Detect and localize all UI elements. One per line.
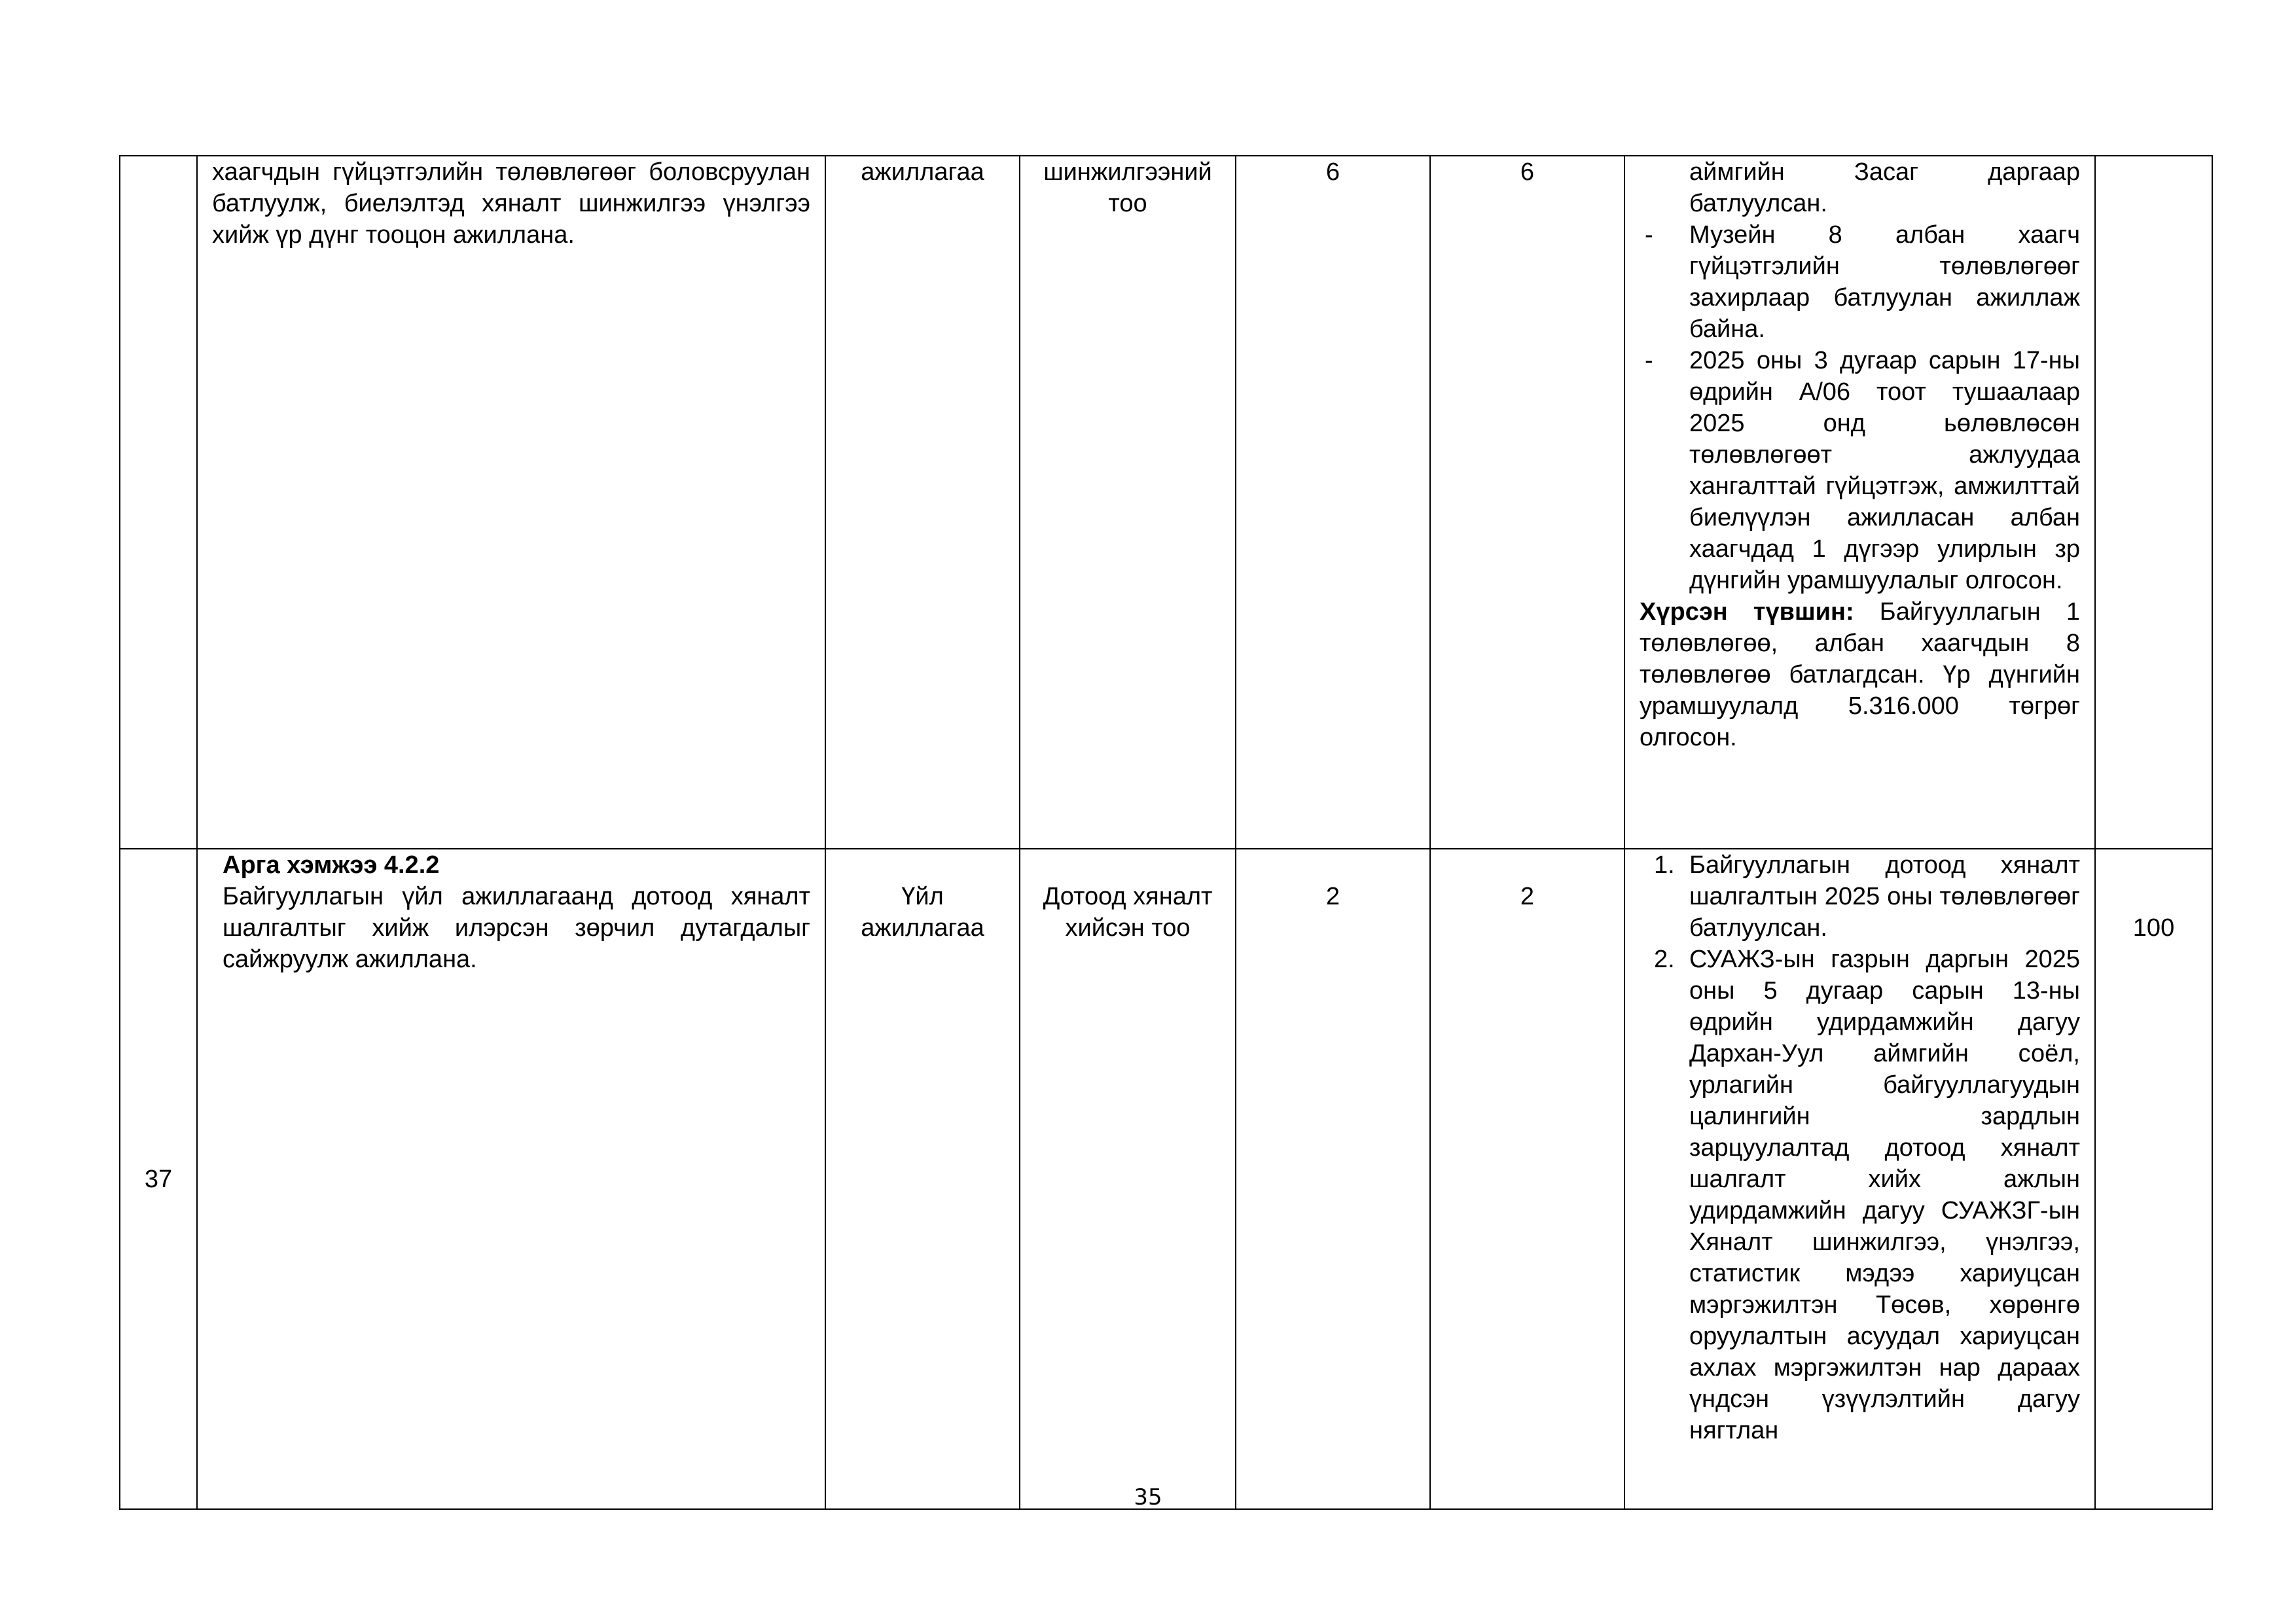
activity-cell: [197, 156, 825, 849]
results-table: [119, 155, 2213, 1510]
page-number: 35: [1134, 1484, 1162, 1510]
achieved-level: [1640, 596, 2080, 753]
list-item: - Музейн 8 албан хаагч гүйцэтгэлийн төлөвлөгөөг захирлаар батлуулан ажиллаж байна.: [1640, 219, 2080, 345]
score-cell: 100: [2095, 849, 2212, 1509]
table-row: [120, 849, 2212, 1509]
target-cell: 2: [1430, 849, 1624, 1509]
baseline-cell: 2: [1236, 849, 1430, 1509]
list-item: - 2025 оны 3 дугаар сарын 17-ны өдрийн А/06 тоот тушаалаар 2025 онд ьөлөвлөсөн төлөвлөгөөт ажлуудаа хангалттай гүйцэтгэж, амжилттай биелүүлэн ажилласан албан хаагчдад 1 дүгээр улирлын зр дүнгийн урамшуулалыг олгосон.: [1640, 345, 2080, 596]
indicator-cell: Дотоод хяналт хийсэн тоо: [1020, 849, 1236, 1509]
category-cell: ажиллагаа: [825, 156, 1020, 849]
activity-text: хаагчдын гүйцэтгэлийн төлөвлөгөөг боловсруулан батлуулж, биелэлтэд хяналт шинжилгээ үнэлгээ хийж үр дүнг тооцон ажиллана.: [212, 158, 810, 249]
achieved-level-text: Байгууллагын 1 төлөвлөгөө, албан хаагчдын 8 төлөвлөгөө батлагдсан. Үр дүнгийн урамшуулалд 5.316.000 төгрөг олгосон.: [1640, 598, 2081, 751]
row-number-cell: [120, 156, 197, 849]
row-number-cell: 37: [120, 849, 197, 1509]
list-number: 2.: [1654, 946, 1675, 973]
list-item: [1640, 849, 2080, 944]
activity-text: Байгууллагын үйл ажиллагаанд дотоод хяналт шалгалтыг хийж илэрсэн зөрчил дутагдалыг сайжруулж ажиллана.: [223, 883, 810, 973]
score-cell: [2095, 156, 2212, 849]
list-item: [1640, 944, 2080, 1446]
table-row: [120, 156, 2212, 849]
achieved-level-label: Хүрсэн түвшин:: [1640, 598, 1854, 626]
indicator-cell: шинжилгээний тоо: [1020, 156, 1236, 849]
result-list: [1640, 219, 2080, 596]
result-cell: [1624, 849, 2095, 1509]
category-cell: Үйл ажиллагаа: [825, 849, 1020, 1509]
activity-cell: [197, 849, 825, 1509]
result-intro: аймгийн Засаг даргаар батлуулсан.: [1689, 158, 2080, 217]
result-list: [1640, 849, 2080, 1446]
activity-title: Арга хэмжээ 4.2.2: [223, 851, 440, 879]
baseline-cell: 6: [1236, 156, 1430, 849]
list-text: Байгууллагын дотоод хяналт шалгалтын 2025 оны төлөвлөгөөг батлуулсан.: [1689, 851, 2080, 942]
list-number: 1.: [1654, 851, 1675, 879]
target-cell: 6: [1430, 156, 1624, 849]
result-cell: [1624, 156, 2095, 849]
list-text: СУАЖЗ-ын газрын даргын 2025 оны 5 дугаар сарын 13-ны өдрийн удирдамжийн дагуу Дархан-Уул аймгийн соёл, урлагийн байгууллагуудын цалингийн зардлын зарцуулалтад дотоод хяналт шалгалт хийх ажлын удирдамжийн дагуу СУАЖЗГ-ын Хяналт шинжилгээ, үнэлгээ, статистик мэдээ хариуцсан мэргэжилтэн Төсөв, хөрөнгө оруулалтын асуудал хариуцсан ахлах мэргэжилтэн нар дараах үндсэн үзүүлэлтийн дагуу нягтлан: [1689, 946, 2080, 1444]
